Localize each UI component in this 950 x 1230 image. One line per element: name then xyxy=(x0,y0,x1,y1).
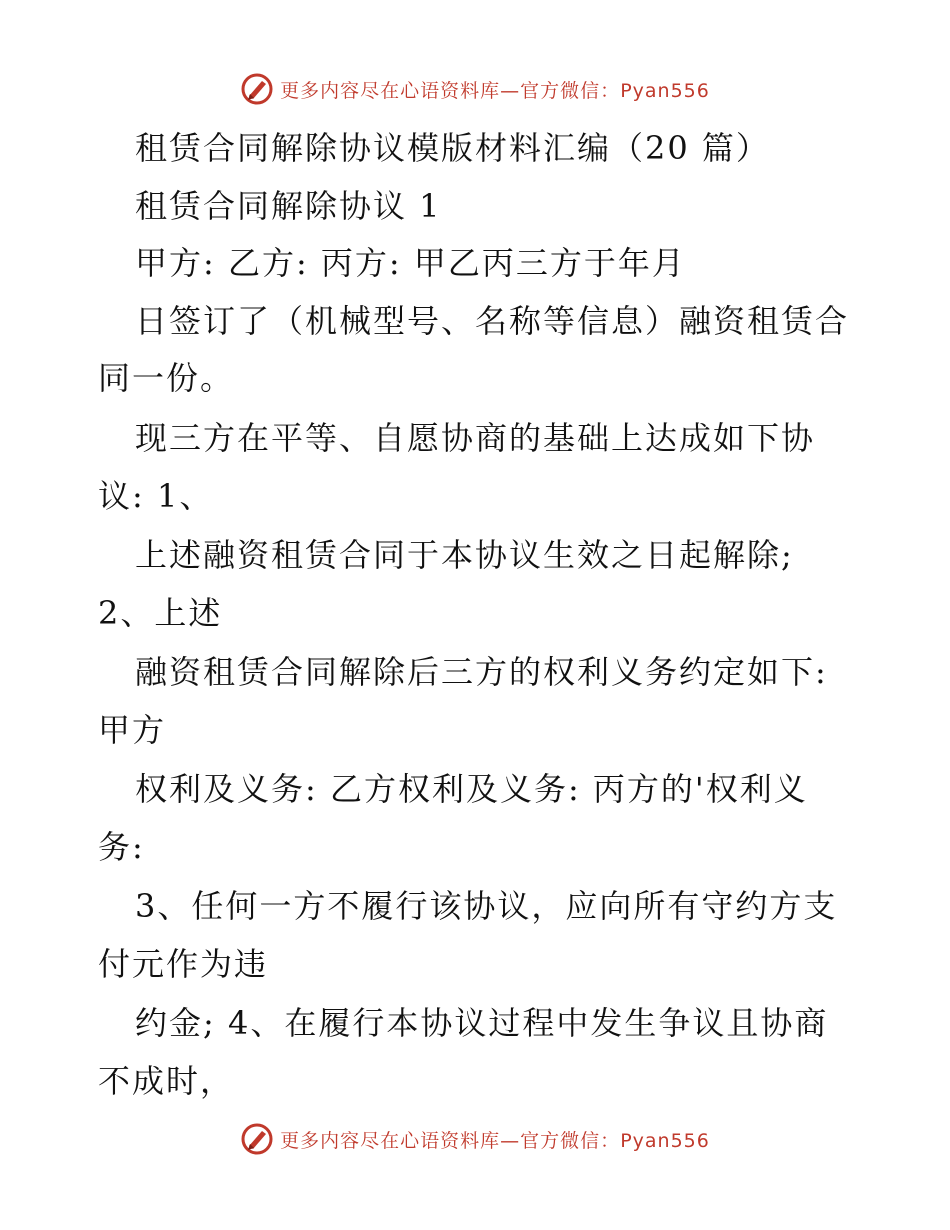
text-line: 务: xyxy=(98,828,145,866)
footer-banner xyxy=(0,1122,950,1156)
footer-text: 更多内容尽在心语资料库—官方微信：Pyan556 xyxy=(280,1129,710,1152)
pen-logo-icon xyxy=(240,72,274,106)
text-line: 甲方 xyxy=(98,711,167,749)
text-line: 3、任何一方不履行该协议，应向所有守约方支 xyxy=(135,887,838,925)
text-line: 融资租赁合同解除后三方的权利义务约定如下: xyxy=(135,653,828,691)
text-line: 2、上述 xyxy=(98,594,223,632)
text-line: 议: 1、 xyxy=(98,477,214,515)
text-line: 现三方在平等、自愿协商的基础上达成如下协 xyxy=(135,419,816,457)
pen-logo-icon xyxy=(240,1122,274,1156)
section-heading: 租赁合同解除协议 1 xyxy=(135,187,442,225)
text-line: 同一份。 xyxy=(98,359,235,397)
header-banner xyxy=(0,72,950,106)
text-line: 付元作为违 xyxy=(98,945,269,983)
text-line: 上述融资租赁合同于本协议生效之日起解除; xyxy=(135,536,794,574)
text-line: 约金; 4、在履行本协议过程中发生争议且协商 xyxy=(135,1004,829,1042)
document-title: 租赁合同解除协议模版材料汇编（20 篇） xyxy=(135,129,770,167)
text-line: 日签订了（机械型号、名称等信息）融资租赁合 xyxy=(135,302,850,340)
text-line: 权利及义务: 乙方权利及义务: 丙方的'权利义 xyxy=(135,770,808,808)
text-line: 甲方: 乙方: 丙方: 甲乙丙三方于年月 xyxy=(135,244,686,282)
text-line: 不成时， xyxy=(98,1062,235,1100)
header-text: 更多内容尽在心语资料库—官方微信：Pyan556 xyxy=(280,79,710,102)
